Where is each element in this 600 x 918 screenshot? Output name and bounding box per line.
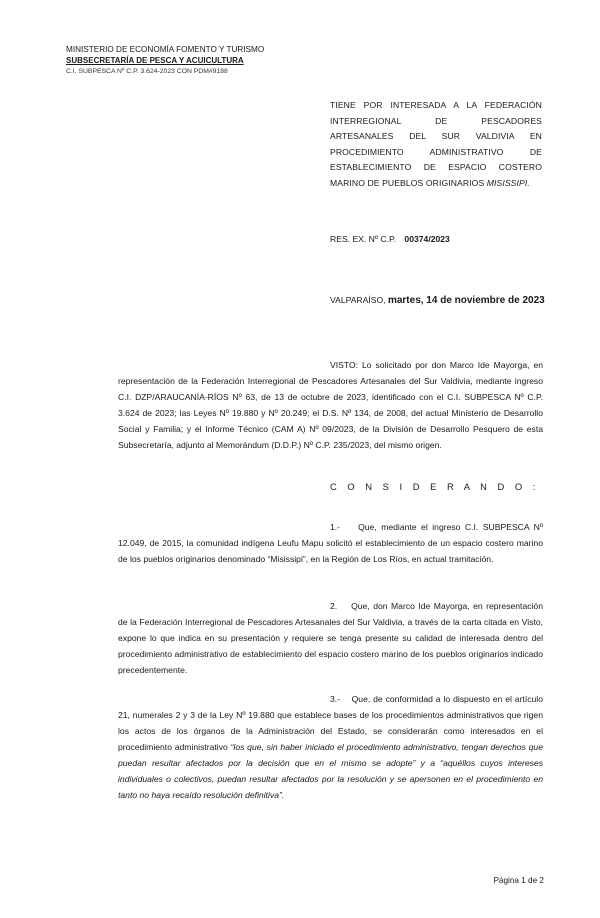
item-quote: “los que, sin haber iniciado el procedimiento administrativo, tengan derechos que puedan resultar afectados por la decisión que en el mismo se adopte” y a “aquéllos cuyos intereses individuales o colectivos, puedan resultar afectados por la resolución y se apersonen en el procedimiento en tanto no haya recaído resolución definitiva”.	[118, 742, 543, 800]
resolution-title	[330, 98, 542, 192]
title-text: TIENE POR INTERESADA A LA FEDERACIÓN INTERREGIONAL DE PESCADORES ARTESANALES DEL SUR VALDIVIA EN PROCEDIMIENTO ADMINISTRATIVO DE ESTABLECIMIENTO DE ESPACIO COSTERO MARINO DE PUEBLOS ORIGINARIOS	[330, 100, 542, 188]
considerando-item-3	[118, 691, 543, 803]
considerando-item-1	[118, 519, 543, 567]
page-number: Página 1 de 2	[493, 876, 544, 885]
item-number: 2.	[330, 601, 338, 611]
subsecretaria-name: SUBSECRETARÍA DE PESCA Y ACUICULTURA	[66, 56, 244, 65]
ministry-name: MINISTERIO DE ECONOMÍA FOMENTO Y TURISMO	[66, 45, 265, 54]
item-number: 3.-	[330, 694, 341, 704]
resolution-number	[330, 234, 450, 244]
considerando-heading: C O N S I D E R A N D O :	[330, 481, 540, 492]
letterhead	[66, 44, 266, 77]
place-date	[330, 295, 545, 306]
reference-code: C.I. SUBPESCA Nº C.P. 3.624-2023 CON PDM#9188	[66, 68, 228, 75]
item-text: Que, mediante el ingreso C.I. SUBPESCA Nº 12.049, de 2015, la comunidad indígena Leufu Mapu solicitó el establecimiento de un espacio costero marino de los pueblos originarios denominado “Misissipi”, en la Región de Los Ríos, en actual tramitación.	[118, 522, 543, 564]
date: martes, 14 de noviembre de 2023	[387, 295, 545, 306]
place: VALPARAÍSO,	[330, 295, 386, 305]
resolution-code: 00374/2023	[404, 234, 450, 244]
considerando-item-2	[118, 598, 543, 678]
visto-paragraph	[118, 357, 543, 453]
resolution-label: RES. EX. Nº C.P.	[330, 234, 397, 244]
item-text: Que, de conformidad a lo dispuesto en el artículo 21, numerales 2 y 3 de la Ley Nº 19.880 que establece bases de los procedimientos administrativos que rigen los actos de los órganos de la Administración del Estado, se considerarán como interesados en el procedimiento administrativo	[118, 694, 543, 752]
visto-text: VISTO: Lo solicitado por don Marco Ide Mayorga, en representación de la Federación Interregional de Pescadores Artesanales del Sur Valdivia, mediante ingreso C.I. DZP/ARAUCANÍA-RÍOS Nº 63, de 13 de octubre de 2023, identificado con el C.I. SUBPESCA Nº C.P. 3.624 de 2023; las Leyes Nº 19.880 y Nº 20.249; el D.S. Nº 134, de 2008, del actual Ministerio de Desarrollo Social y Familia; y el Informe Técnico (CAM A) Nº 09/2023, de la División de Desarrollo Pesquero de esta Subsecretaría, adjunto al Memorándum (D.D.P.) Nº C.P. 235/2023, del mismo origen.	[118, 360, 543, 450]
title-emphasis: MISISSIPI.	[486, 177, 530, 188]
item-text: Que, don Marco Ide Mayorga, en representación de la Federación Interregional de Pescadores Artesanales del Sur Valdivia, a través de la carta citada en Visto, expone lo que indica en su presentación y requiere se tenga presente su calidad de interesada dentro del procedimiento administrativo de establecimiento del espacio costero marino de los pueblos originarios indicado precedentemente.	[118, 601, 543, 675]
item-number: 1.-	[330, 522, 341, 532]
